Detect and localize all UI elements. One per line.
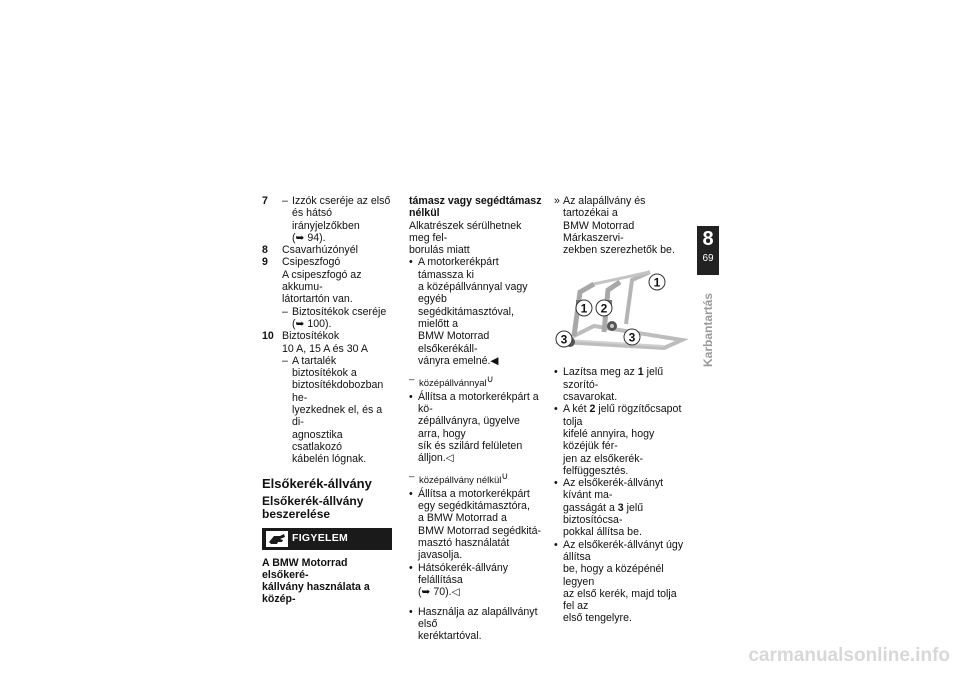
page-ref-link[interactable]: (➥ 100). — [292, 317, 332, 330]
section-title: Elsőkerék-állvány — [262, 475, 372, 491]
list-item: 9 Csipeszfogó A csipeszfogó az akkumu- látortartón van. – Biztosítékok cseréje (➥ 100). — [262, 256, 392, 330]
svg-text:2: 2 — [600, 301, 608, 316]
svg-text:3: 3 — [628, 330, 636, 345]
warning-hand-icon — [266, 531, 288, 547]
chapter-title: Karbantartás — [701, 292, 715, 368]
page-ref-link[interactable]: (➥ 70).◁ — [418, 586, 460, 599]
option-label: – középállvánnyal∪ — [409, 374, 494, 390]
list-item: 8 Csavarhúzónyél — [262, 244, 358, 257]
warning-heading: A BMW Motorrad elsőkeré- kállvány használata a közép- — [262, 556, 370, 606]
svg-text:1: 1 — [580, 301, 588, 316]
svg-text:3: 3 — [560, 332, 568, 347]
list-item: • A motorkerékpárt támassza ki a középállvánnyal vagy egyéb segédkitámasztóval, mielőtt a BMW Motorrad elsőkerékáll- ványra emelné.◀ — [409, 256, 528, 367]
warning-heading-cont: támasz vagy segédtámasz nélkül — [409, 195, 542, 220]
list-item: 10 Biztosítékok 10 A, 15 A és 30 A – A tartalék biztosítékok a biztosítékdobozban he- lyezkednek el, és a di- agnosztika csatlakozó kábelén lógnak. — [262, 330, 384, 466]
list-item: » Az alapállvány és tartozékai a BMW Motorrad Márkaszervi- zekben szerezhetők be. — [554, 195, 675, 257]
option-label: – középállvány nélkül∪ — [409, 471, 509, 487]
list-item: • Az elsőkerék-állványt kívánt ma- gasságát a 3 jelű biztosítócsa- pokkal állítsa be. — [554, 477, 664, 539]
front-stand-figure — [554, 262, 688, 356]
list-item: 7 – Izzók cseréje az első és hátsó irányjelzőkben (➥ 94). — [262, 195, 391, 244]
chapter-number: 8 — [702, 228, 714, 250]
warning-description: Alkatrészek sérülhetnek meg fel- borulás miatt — [409, 219, 522, 257]
page-ref-link[interactable]: (➥ 94). — [292, 231, 326, 244]
column-1 — [262, 195, 392, 606]
list-item: • Hátsókerék-állvány felállítása (➥ 70).◁ — [409, 562, 544, 599]
list-item: • Az elsőkerék-állványt úgy állítsa be, hogy a középénél legyen az első kerék, majd tolja fel az első tengelyre. — [554, 538, 684, 625]
watermark: carmanualsonline.info — [748, 645, 950, 666]
list-item: • Állítsa a motorkerékpárt egy segédkitámasztóra, a BMW Motorrad a BMW Motorrad segédkitá- masztó használatát javasolja. — [409, 487, 542, 562]
svg-text:1: 1 — [653, 275, 661, 290]
column-2 — [409, 195, 544, 642]
chapter-divider — [697, 274, 719, 275]
subsection-title: Elsőkerék-állvány beszerelése — [262, 493, 364, 522]
chapter-tab — [697, 226, 719, 274]
list-item: • Lazítsa meg az 1 jelű szorító- csavarokat. — [554, 366, 664, 404]
page-number: 69 — [702, 253, 714, 264]
warning-banner: FIGYELEM — [262, 528, 392, 550]
column-3 — [554, 195, 688, 625]
arrow-icon: » — [554, 195, 560, 207]
list-item: • Állítsa a motorkerékpárt a kö- zépállványra, ügyelve arra, hogy sík és szilárd felületen álljon.◁ — [409, 390, 539, 465]
list-item: • A két 2 jelű rögzítőcsapot tolja kifelé annyira, hogy közéjük fér- jen az elsőkerék-felfüggesztés. — [554, 403, 682, 477]
list-item: • Használja az alapállványt első keréktartóval. — [409, 605, 538, 643]
